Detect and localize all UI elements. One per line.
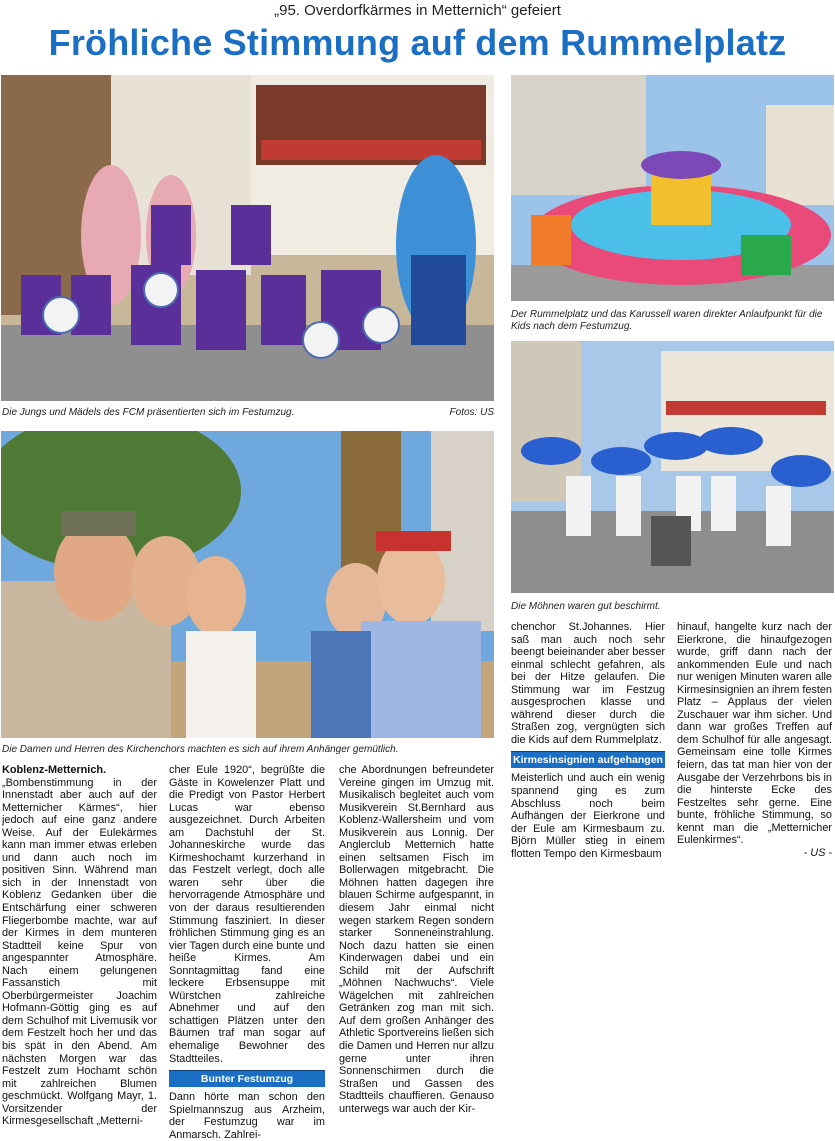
- column-4-text-continued: Meisterlich und auch ein wenig spannend ging es zum Abschluss noch beim Aufhängen der Eierkrone und der Eule am Kirmesbaum zu. Björn Müller stieg in einem flotten Tempo den Kirmesbaum: [511, 772, 665, 860]
- subhead-bunter-festumzug: Bunter Festumzug: [169, 1070, 325, 1087]
- caption-moehnen: Die Möhnen waren gut beschirmt.: [511, 601, 661, 612]
- caption-fcm: Die Jungs und Mädels des FCM präsentierten sich im Festumzug.: [2, 407, 295, 418]
- photo-kirchenchor: [1, 431, 494, 738]
- article-column-5: [677, 621, 832, 859]
- photo-credit: Fotos: US: [449, 407, 494, 418]
- column-1-text: „Bombenstimmung in der Innenstadt aber auch auf der Metternicher Kärmes“, hier jedoch auf eine ganz andere Weise. Auf der Eulekärmes kann man immer etwas erleben und dann auch noch im positiven Sinn. Während man sich in der Innenstadt von Koblenz Gedanken über die Entschärfung einer schweren Fliegerbombe machte, war auf der Kirmes in dem munteren Stadtteil keine Spur von angespannter Atmosphäre. Nach einem gelungenen Fassanstich mit Oberbürgermeister Joachim Hofmann-Göttig ging es auf dem Schulhof mit Livemusik vor dem Festzelt hoch her und das bis spät in den Abend. Am nächsten Morgen war das Festzelt zum Hochamt schön mit zahlreichen Blumen geschmückt. Wolfgang Mayr, 1. Vorsitzender der Kirmesgesellschaft „Metterni-: [2, 776, 157, 1128]
- article-column-2: [169, 764, 325, 1141]
- photo-karussell: [511, 75, 834, 301]
- article-column-1: [2, 764, 157, 1128]
- column-4-text: chenchor St.Johannes. Hier saß man auch noch sehr beengt beieinander aber besser einmal schlecht gefahren, als bei der Hitze gelaufen. Die Stimmung war im Festzug ausgesprochen klasse und während dieser durch die Straßen zog, vergnügten sich die Kids auf dem Rummelplatz.: [511, 621, 665, 746]
- subhead-kirmesinsignien: Kirmesinsignien aufgehangen: [511, 751, 665, 768]
- headline: Fröhliche Stimmung auf dem Rummelplatz: [48, 22, 787, 63]
- photo-fcm-kids: [1, 75, 494, 401]
- article-column-3: [339, 764, 494, 1115]
- column-2-text-continued: Dann hörte man schon den Spielmannszug aus Arzheim, der Festumzug war im Anmarsch. Zahlrei-: [169, 1091, 325, 1141]
- author-signature: - US -: [803, 846, 832, 859]
- photo-moehnen: [511, 341, 834, 593]
- article-column-4: [511, 621, 665, 860]
- caption-kirchenchor: Die Damen und Herren des Kirchenchors machten es sich auf ihrem Anhänger gemütlich.: [2, 744, 399, 755]
- column-5-text: hinauf, hangelte kurz nach der Eierkrone, die hinaufgezogen wurde, griff dann nach der ankommenden Eule und nach nur wenigen Minuten waren alle Kirmesinsignien an ihrem festen Platz – Applaus der vielen Zuschauer war ihm sicher. Und dann war großes Treffen auf dem Schulhof für alle angesagt. Gemeinsam eine tolle Kirmes feiern, das tat man hier von der Ausgabe der Verzehrbons bis in die hinterste Ecke des Festzeltes sehr gerne. Eine bunte, fröhliche Stimmung, so kennt man die „Metternicher Eulenkirmes“.: [677, 621, 832, 847]
- dateline: Koblenz-Metternich.: [2, 764, 107, 776]
- caption-karussell: Der Rummelplatz und das Karussell waren direkter Anlaufpunkt für die Kids nach dem Festumzug.: [511, 309, 823, 332]
- kicker: „95. Overdorfkärmes in Metternich“ gefeiert: [274, 2, 561, 19]
- column-3-text: che Abordnungen befreundeter Vereine gingen im Umzug mit. Musikalisch begleitet auch vom Musikverein St.Bernhard aus Koblenz-Wallersheim und vom Musikverein aus Lonnig. Der Anglerclub Metternich hatte einen seltsamen Fisch im Bollerwagen mitgebracht. Die Möhnen hatten dagegen ihre blauen Schirme aufgespannt, in diesem Jahr einmal nicht wegen starkem Regen sondern starker Sonneneinstrahlung. Noch dazu hatten sie einen Kinderwagen dabei und ein Schild mit der Aufschrift „Möhnen Nachwuchs“. Viele Wägelchen mit zahlreichen Getränken zog man mit sich. Auf dem großen Anhänger des Athletic Sportvereins ließen sich die Damen und Herren nur allzu gerne unter ihren Sonnenschirmen durch die Straßen und Gassen des Stadtteils chauffieren. Genauso unterwegs war auch der Kir-: [339, 764, 494, 1115]
- column-2-text: cher Eule 1920“, begrüßte die Gäste in Kowelenzer Platt und die Predigt von Pastor Herbert Lucas war ebenso ausgezeichnet. Durch Arbeiten am Dachstuhl der St. Johanneskirche wurde das Kirmeshochamt kurzerhand in das Festzelt verlegt, doch alle waren sehr über die hervorragende Atmosphäre und von der daraus resultierenden Stimmung fasziniert. In dieser fröhlichen Stimmung ging es an vier Tagen durch eine bunte und heiße Kirmes. Am Sonntagmittag fand eine leckere Erbsensuppe mit Würstchen zahlreiche Abnehmer und auf den schattigen Plätzen unter den Bäumen traf man sogar auf ehemalige Bewohner des Stadtteiles.: [169, 764, 325, 1065]
